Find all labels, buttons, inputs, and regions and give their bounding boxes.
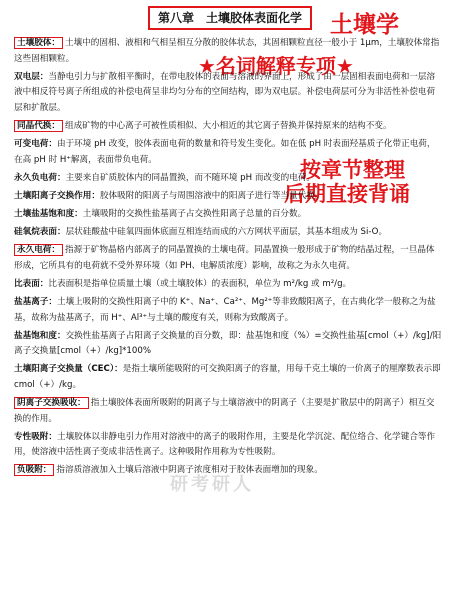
term-label: 土壤阳离子交换作用： xyxy=(14,190,100,201)
term-label: 土壤胶体： xyxy=(14,37,63,49)
term-definition: 土壤上吸附的交换性阳离子中的 K⁺、Na⁺、Ca²⁺、Mg²⁺等非致酸阳离子，在古典化学一般称之为盐基，故称为盐基离子，而 H⁺、Al³⁺与土壤的酸度有关，则称为致酸离子。 xyxy=(14,296,436,323)
term-entry xyxy=(14,396,442,427)
term-entry xyxy=(14,430,442,461)
term-label: 双电层： xyxy=(14,71,49,82)
term-list xyxy=(14,36,442,481)
term-label: 同晶代换： xyxy=(14,120,63,132)
term-entry xyxy=(14,243,442,274)
term-definition: 胶体吸附的阳离子与周围溶液中的阳离子进行等当量代换。 xyxy=(99,190,324,201)
term-definition: 指土壤胶体表面所吸附的阴离子与土壤溶液中的阴离子（主要是扩散层中的阴离子）相互交换的作用。 xyxy=(14,397,435,424)
term-label: 土壤盐基饱和度： xyxy=(14,208,83,219)
term-entry xyxy=(14,189,442,205)
term-label: 硅氧烷表面： xyxy=(14,227,66,238)
term-entry xyxy=(14,137,442,168)
term-entry xyxy=(14,70,442,117)
term-definition: 是指土壤所能吸附的可交换阳离子的容量，用每千克土壤的一价离子的厘摩数表示即 cmol（+）/kg。 xyxy=(14,364,441,390)
term-definition: 比表面积是指单位质量土壤（或土壤胶体）的表面积，单位为 m²/kg 或 m²/g。 xyxy=(48,278,352,289)
term-label: 土壤阳离子交换量（CEC）： xyxy=(14,364,123,375)
organize-note: 按章节整理 xyxy=(300,158,405,182)
term-label: 永久电荷： xyxy=(14,244,63,256)
term-definition: 由于环境 pH 改变，胶体表面电荷的数量和符号发生变化。如在低 pH 时表面羟基质子化带正电荷，在高 pH 时 H⁺解离，表面带负电荷。 xyxy=(14,139,436,165)
term-label: 盐基饱和度： xyxy=(14,330,66,341)
term-definition: 主要来自矿质胶体内的同晶置换，而不随环境 pH 而改变的电荷。 xyxy=(65,172,315,183)
term-definition: 指溶质溶液加入土壤后溶液中阴离子浓度相对于胶体表面增加的现象。 xyxy=(56,465,323,476)
term-entry xyxy=(14,119,442,135)
term-entry xyxy=(14,171,442,187)
terms-note: ★名词解释专项★ xyxy=(198,54,354,78)
term-definition: 当静电引力与扩散相平衡时，在带电胶体的表面与溶液的界面上，形成了由一层固相表面电荷和一层溶液中相反符号离子所组成的补偿电荷呈非均匀分布的空间结构，即为双电层。补偿电荷层可分为非活性补偿电荷层和扩散层。 xyxy=(14,71,436,113)
term-entry xyxy=(14,36,442,67)
term-entry xyxy=(14,225,442,241)
term-entry xyxy=(14,277,442,293)
chapter-title: 第八章 土壤胶体表面化学 xyxy=(148,6,312,30)
term-label: 盐基离子： xyxy=(14,296,57,307)
term-label: 比表面： xyxy=(14,278,49,289)
memorize-note: 后期直接背诵 xyxy=(284,182,410,206)
term-entry xyxy=(14,295,442,326)
term-definition: 土壤胶体以非静电引力作用对溶液中的离子的吸附作用，主要是化学沉淀、配位络合、化学键合等作用，使溶液中活性离子变成非活性离子。这种吸附作用称为专性吸附。 xyxy=(14,431,436,458)
watermark: 研考研人 xyxy=(170,474,254,495)
term-definition: 层状硅酸盐中硅氧四面体底面互相连结而成的六方网状平面层，其基本组成为 Si-O。 xyxy=(65,227,388,238)
subject-note: 土壤学 xyxy=(330,12,399,38)
term-definition: 组成矿物的中心离子可被性质相似、大小相近的其它离子替换并保持原来的结构不变。 xyxy=(64,120,392,131)
term-definition: 交换性盐基离子占阳离子交换量的百分数，即：盐基饱和度（%）=交换性盐基[cmol（+）/kg]/阳离子交换量[cmol（+）/kg]*100% xyxy=(14,330,442,357)
term-definition: 土壤中的固相、液相和气相呈相互分散的胶体状态，其固相颗粒直径一般小于 1μm，土壤胶体常指这些固相颗粒。 xyxy=(14,38,440,64)
term-label: 永久负电荷： xyxy=(14,172,66,183)
term-entry xyxy=(14,362,442,393)
term-label: 可变电荷： xyxy=(14,139,57,150)
term-entry xyxy=(14,329,442,360)
term-label: 专性吸附： xyxy=(14,431,57,442)
term-entry xyxy=(14,207,442,223)
term-definition: 土壤吸附的交换性盐基离子占交换性阳离子总量的百分数。 xyxy=(82,208,307,219)
term-label: 阴离子交换吸收： xyxy=(14,397,89,409)
term-label: 负吸附： xyxy=(14,464,54,476)
term-definition: 指源于矿物晶格内部离子的同晶置换的土壤电荷。同晶置换一般形成于矿物的结晶过程，一旦晶体形成，它所具有的电荷就不受外界环境（如 PH、电解质浓度）影响，故称之为永久电荷。 xyxy=(14,245,435,271)
